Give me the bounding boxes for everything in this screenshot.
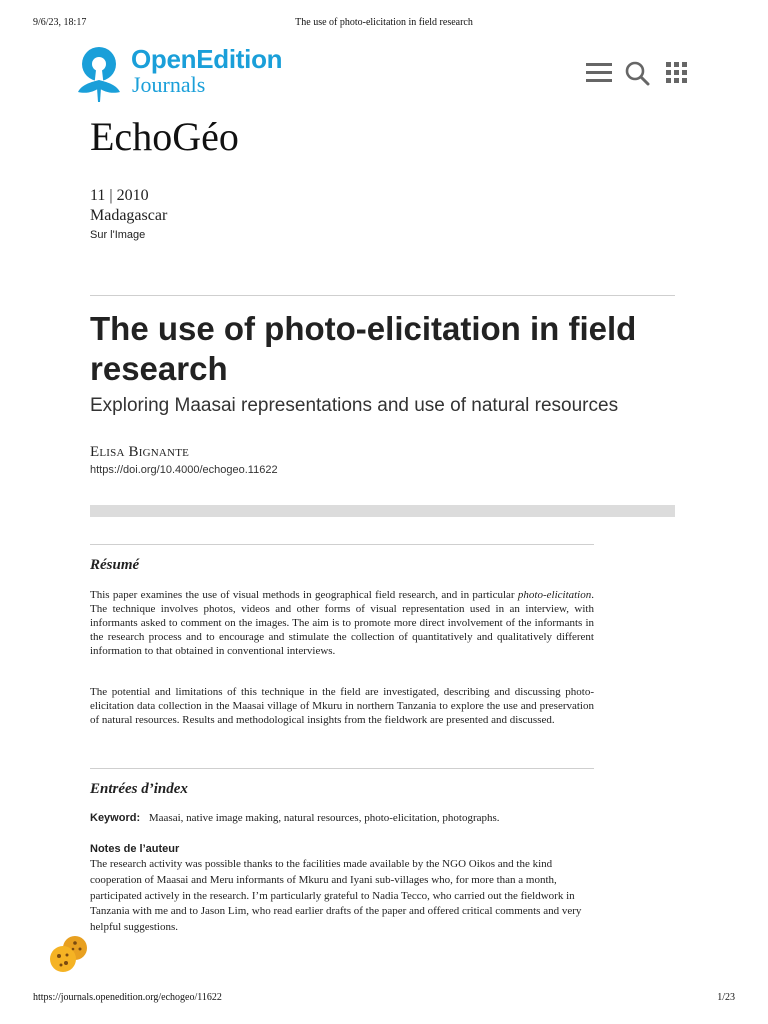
abstract-heading: Résumé [90, 557, 140, 573]
print-page-count: 1/23 [717, 992, 735, 1003]
divider [90, 768, 594, 769]
issue-number[interactable]: 11 | 2010 [90, 187, 149, 204]
keyword-row [90, 812, 500, 824]
abstract-text: This paper examines the use of visual methods in geographical field research, and in particular [90, 589, 518, 601]
apps-grid-icon[interactable] [664, 60, 690, 86]
hamburger-menu-icon[interactable] [584, 60, 612, 86]
article-subtitle: Exploring Maasai representations and use of natural resources [90, 395, 619, 416]
print-page-title: The use of photo-elicitation in field research [295, 17, 473, 28]
print-datetime: 9/6/23, 18:17 [33, 17, 87, 28]
divider [90, 295, 675, 296]
print-url: https://journals.openedition.org/echogeo/11622 [33, 992, 222, 1003]
content-separator-bar [90, 505, 675, 517]
journal-title[interactable]: EchoGéo [90, 114, 239, 159]
author-notes-text: The research activity was possible thanks to the facilities made available by the NGO Oikos and the kind cooperation of Maasai and Meru informants of Mkuru and Iyani sub-villages who, for more than a month, participated actively in the research. I’m particularly grateful to Nadia Tecco, who carried out the fieldwork in Tanzania with me and to Jason Lim, who read earlier drafts of the paper and offered critical comments and very helpful suggestions. [90, 858, 582, 934]
index-heading: Entrées d’index [90, 781, 188, 797]
abstract-emphasis: photo-elicitation [517, 589, 592, 601]
author-notes-heading: Notes de l’auteur [90, 843, 180, 855]
brand-name: OpenEdition [131, 44, 283, 74]
openedition-logo[interactable] [72, 44, 312, 104]
keyword-list[interactable]: Maasai, native image making, natural resources, photo-elicitation, photographs. [148, 812, 500, 824]
brand-subname: Journals [132, 72, 206, 97]
divider [90, 544, 594, 545]
article-title: The use of photo-elicitation in field research [90, 310, 637, 387]
issue-title[interactable]: Madagascar [90, 207, 168, 224]
keyword-label: Keyword: [90, 812, 141, 824]
search-icon[interactable] [624, 60, 650, 86]
abstract-paragraph-2: The potential and limitations of this technique in the field are investigated, describing and discussing photo-elicitation data collection in the Maasai village of Mkuru in northern Tanzania to explore the use and preservation of natural resources. Results and methodological insights from the fieldwork are presented and discussed. [90, 686, 594, 726]
abstract-text: . The technique involves photos, videos and other forms of visual representation used in an interview, with informants asked to comment on the images. The aim is to promote more direct involvement of the informants in the research process and to encourage and stimulate the collection of quantitatively and qualitatively different information to that obtained in conventional interviews. [90, 589, 594, 657]
openedition-flower-icon [72, 44, 126, 104]
article-doi[interactable]: https://doi.org/10.4000/echogeo.11622 [90, 464, 278, 476]
abstract-paragraph-1 [90, 588, 594, 658]
issue-section[interactable]: Sur l'Image [90, 229, 146, 241]
article-author[interactable]: Elisa Bignante [90, 444, 190, 460]
cookie-icon[interactable] [49, 934, 89, 974]
